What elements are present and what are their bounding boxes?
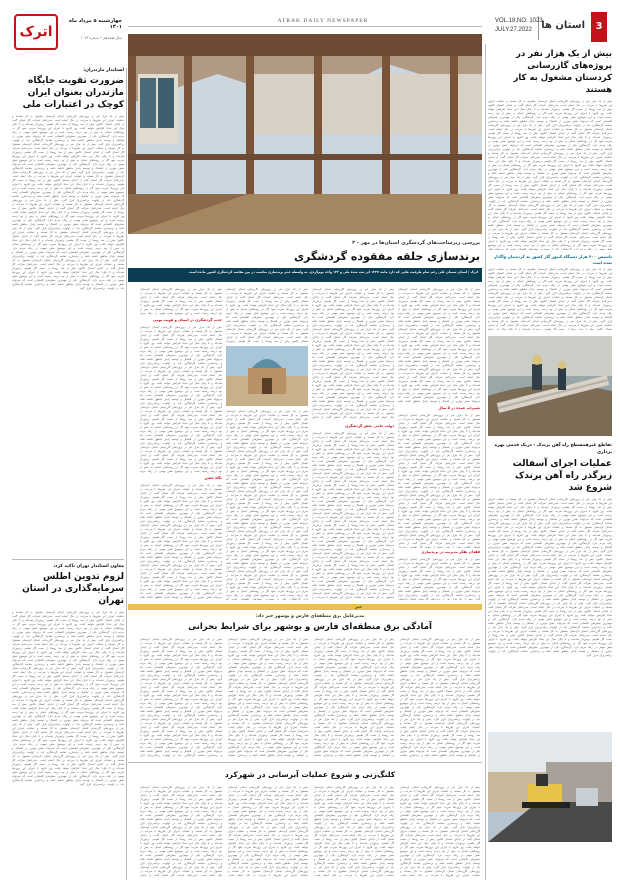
left-rule (12, 559, 124, 560)
news-tag: خبر (354, 604, 362, 609)
center-col-2: بیش از یک هزار نفر در پروژه‌های گازرسانی استان کردستان مشغول به کار هستند و عملیات اجرای این طرح‌ها با سرعت در حال انجام است. مدیرعامل شرکت گاز استان گفت از ابتدای امسال تاکنون بیش از صد روستا از نعمت گاز طبیعی برخوردار شده‌اند و تا پایان سال این تعداد افزایش خواهد یافت. وی افزود با اجرای این پروژه‌ها ضریب نفوذ گاز در روستاهای استان به بیش از نود درصد رسیده است و این موضوع نقش مهمی در رفاه مردم دارد. گردشگری یکی از مهم‌ترین بخش‌های اقتصادی است که می‌تواند نقش موثری در اشتغال و توسعه پایدار مناطق داشته باشد و برندسازی مقاصد گردشگری باید در اولویت برنامه‌ریزان قرار گیرد. بیش از یک هزار نفر در پروژه‌های گازرسانی استان کردستان مشغول به کار هستند و عملیات اجرای این طرح‌ها با سرعت در حال انجام است. مدیرعامل شرکت گاز استان گفت از ابتدای امسال تاکنون بیش از صد روستا از نعمت گاز طبیعی برخوردار شده‌اند و تا پایان سال این تعداد افزایش خواهد یافت. وی افزود با اجرای این پروژه‌ها ضریب نفوذ گاز در روستاهای استان به بیش از نود درصد رسیده است و این موضوع نقش مهمی در رفاه مردم دارد. گردشگری یکی از مهم‌ترین بخش‌های اقتصادی است که می‌تواند نقش موثری در اشتغال و توسعه پایدار مناطق داشته باشد و برندسازی مقاصد گردشگری باید در اولویت برنامه‌ریزان قرار گیرد. بیش از یک هزار نفر در پروژه‌های گازرسانی استان کردستان مشغول به کار هستند و عملیات اجرای این طرح‌ها با سرعت در حال انجام است. مدیرعامل شرکت گاز استان گفت از ابتدای امسال تاکنون بیش از صد روستا از نعمت گاز طبیعی برخوردار شده‌اند و تا پایان سال این تعداد افزایش خواهد یافت. وی افزود با اجرای این پروژه‌ها ضریب نفوذ گاز در روستاهای استان به بیش از نود درصد رسیده است و این موضوع نقش مهمی در رفاه مردم دارد. گردشگری یکی از مهم‌ترین بخش‌های اقتصادی است که می‌تواند نقش موثری در اشتغال و توسعه پایدار مناطق داشته باشد و برندسازی مقاصد گردشگری باید در اولویت برنامه‌ریزان قرار گیرد. بیش از یک هزار نفر در پروژه‌های گازرسانی استان کردستان مشغول به کار هستند و عملیات اجرای این طرح‌ها با سرعت در حال انجام است. مدیرعامل شرکت گاز استان گفت از ابتدای (312, 288, 394, 419)
issue-fa: سال هیجدهم • شماره ۱۰۲۳ (80, 36, 122, 40)
divider-left (126, 68, 127, 880)
masthead-right (495, 12, 607, 44)
date-en: JULY.27.2022 (495, 27, 532, 33)
right-sub-headline: تاسیس ۴۰۰ هزار دستگاه کنتور گاز کشور به کردستان واگذار شده است (493, 254, 612, 265)
bottom-kicker1: مدیرعامل برق منطقه‌ای فارس و بوشهر خبر داد: (255, 614, 365, 619)
left-body1: بیش از یک هزار نفر در پروژه‌های گازرسانی استان کردستان مشغول به کار هستند و عملیات اجرای این طرح‌ها با سرعت در حال انجام است. مدیرعامل شرکت گاز استان گفت از ابتدای امسال تاکنون بیش از صد روستا از نعمت گاز طبیعی برخوردار شده‌اند و تا پایان سال این تعداد افزایش خواهد یافت. وی افزود با اجرای این پروژه‌ها ضریب نفوذ گاز در روستاهای استان به بیش از نود درصد رسیده است و این موضوع نقش مهمی در رفاه مردم دارد. گردشگری یکی از مهم‌ترین بخش‌های اقتصادی است که می‌تواند نقش موثری در اشتغال و توسعه پایدار مناطق داشته باشد و برندسازی مقاصد گردشگری باید در اولویت برنامه‌ریزان قرار گیرد. بیش از یک هزار نفر در پروژه‌های گازرسانی استان کردستان مشغول به کار هستند و عملیات اجرای این طرح‌ها با سرعت در حال انجام است. مدیرعامل شرکت گاز استان گفت از ابتدای امسال تاکنون بیش از صد روستا از نعمت گاز طبیعی برخوردار شده‌اند و تا پایان سال این تعداد افزایش خواهد یافت. وی افزود با اجرای این پروژه‌ها ضریب نفوذ گاز در روستاهای استان به بیش از نود درصد رسیده است و این موضوع نقش مهمی در رفاه مردم دارد. گردشگری یکی از مهم‌ترین بخش‌های اقتصادی است که می‌تواند نقش موثری در اشتغال و توسعه پایدار مناطق داشته باشد و برندسازی مقاصد گردشگری باید در اولویت برنامه‌ریزان قرار گیرد. بیش از یک هزار نفر در پروژه‌های گازرسانی استان کردستان مشغول به کار هستند و عملیات اجرای این طرح‌ها با سرعت در حال انجام است. مدیرعامل شرکت گاز استان گفت از ابتدای امسال تاکنون بیش از صد روستا از نعمت گاز طبیعی برخوردار شده‌اند و تا پایان سال این تعداد افزایش خواهد یافت. وی افزود با اجرای این پروژه‌ها ضریب نفوذ گاز در روستاهای استان به بیش از نود درصد رسیده است و این موضوع نقش مهمی در رفاه مردم دارد. گردشگری یکی از مهم‌ترین بخش‌های اقتصادی است که می‌تواند نقش موثری در اشتغال و توسعه پایدار مناطق داشته باشد و برندسازی مقاصد گردشگری باید در اولویت برنامه‌ریزان قرار گیرد. بیش از یک هزار نفر در پروژه‌های گازرسانی استان کردستان مشغول به کار هستند و عملیات اجرای این طرح‌ها با سرعت در حال انجام است. مدیرعامل شرکت گاز استان گفت از ابتدای امسال تاکنون بیش از صد روستا از نعمت گاز طبیعی برخوردار شده‌اند و تا پایان سال این تعداد افزایش خواهد یافت. وی افزود با اجرای این پروژه‌ها ضریب نفوذ گاز در روستاهای استان به بیش از نود درصد رسیده است و این موضوع نقش مهمی در رفاه مردم دارد. گردشگری یکی از مهم‌ترین بخش‌های اقتصادی است که می‌تواند نقش موثری در اشتغال و توسعه پایدار مناطق داشته باشد و برندسازی مقاصد گردشگری باید در اولویت برنامه‌ریزان قرار گیرد. بیش از یک هزار نفر در پروژه‌های گازرسانی استان کردستان مشغول به کار هستند و عملیات اجرای این طرح‌ها با سرعت در حال انجام است. مدیرعامل شرکت گاز استان گفت از ابتدای امسال تاکنون بیش از صد روستا از نعمت گاز طبیعی برخوردار شده‌اند و تا پایان سال این تعداد افزایش خواهد یافت. وی افزود با اجرای این پروژه‌ها ضریب نفوذ گاز در روستاهای استان به بیش از نود درصد رسیده است و این موضوع نقش مهمی در رفاه مردم دارد. گردشگری یکی از مهم‌ترین بخش‌های اقتصادی است که می‌تواند نقش موثری در اشتغال و توسعه پایدار مناطق داشته باشد و برندسازی مقاصد گردشگری باید در اولویت برنامه‌ریزان قرار گیرد. بیش از یک هزار نفر در پروژه‌های گازرسانی استان کردستان مشغول به کار هستند و عملیات اجرای این طرح‌ها با سرعت در حال انجام است. مدیرعامل شرکت گاز استان گفت از ابتدای امسال تاکنون بیش از صد روستا از نعمت گاز طبیعی برخوردار شده‌اند و تا پایان سال این تعداد افزایش خواهد یافت. وی افزود با اجرای این پروژه‌ها ضریب نفوذ گاز در روستاهای استان به بیش از نود درصد رسیده است و این موضوع نقش مهمی در رفاه مردم دارد. گردشگری یکی از مهم‌ترین بخش‌های اقتصادی است که می‌تواند نقش موثری در اشتغال و توسعه پایدار مناطق داشته باشد و برندسازی مقاصد گردشگری باید در اولویت برنامه‌ریزان قرار گیرد. (12, 115, 124, 290)
news-tag-bar (128, 604, 482, 610)
bottom-rule (128, 762, 482, 763)
bottom2-col-1: بیش از یک هزار نفر در پروژه‌های گازرسانی استان کردستان مشغول به کار هستند و عملیات اجرای این طرح‌ها با سرعت در حال انجام است. مدیرعامل شرکت گاز استان گفت از ابتدای امسال تاکنون بیش از صد روستا از نعمت گاز طبیعی برخوردار شده‌اند و تا پایان سال این تعداد افزایش خواهد یافت. وی افزود با اجرای این پروژه‌ها ضریب نفوذ گاز در روستاهای استان به بیش از نود درصد رسیده است و این موضوع نقش مهمی در رفاه مردم دارد. گردشگری یکی از مهم‌ترین بخش‌های اقتصادی است که می‌تواند نقش موثری در اشتغال و توسعه پایدار مناطق داشته باشد و برندسازی مقاصد گردشگری باید در اولویت برنامه‌ریزان قرار گیرد. بیش از یک هزار نفر در پروژه‌های گازرسانی استان کردستان مشغول به کار هستند و عملیات اجرای این طرح‌ها با سرعت در حال انجام است. مدیرعامل شرکت گاز استان گفت از ابتدای امسال تاکنون بیش از صد روستا از نعمت گاز طبیعی برخوردار شده‌اند و تا پایان سال این تعداد افزایش خواهد یافت. وی افزود با اجرای این پروژه‌ها ضریب نفوذ گاز در روستاهای استان به بیش از نود درصد رسیده است و این موضوع نقش مهمی در رفاه مردم دارد. گردشگری یکی از مهم‌ترین بخش‌های اقتصادی است که می‌تواند نقش موثری در اشتغال و توسعه پایدار مناطق داشته باشد و برندسازی مقاصد گردشگری باید در اولویت برنامه‌ریزان قرار گیرد. بیش از یک هزار نفر در پروژه‌های گازرسانی استان کردستان مشغول به کار هستند و عملیات اجرای این طرح‌ها با سرعت در حال انجام است. (400, 786, 480, 877)
masthead-left (12, 12, 122, 62)
bottom1-col-1: بیش از یک هزار نفر در پروژه‌های گازرسانی استان کردستان مشغول به کار هستند و عملیات اجرای این طرح‌ها با سرعت در حال انجام است. مدیرعامل شرکت گاز استان گفت از ابتدای امسال تاکنون بیش از صد روستا از نعمت گاز طبیعی برخوردار شده‌اند و تا پایان سال این تعداد افزایش خواهد یافت. وی افزود با اجرای این پروژه‌ها ضریب نفوذ گاز در روستاهای استان به بیش از نود درصد رسیده است و این موضوع نقش مهمی در رفاه مردم دارد. گردشگری یکی از مهم‌ترین بخش‌های اقتصادی است که می‌تواند نقش موثری در اشتغال و توسعه پایدار مناطق داشته باشد و برندسازی مقاصد گردشگری باید در اولویت برنامه‌ریزان قرار گیرد. بیش از یک هزار نفر در پروژه‌های گازرسانی استان کردستان مشغول به کار هستند و عملیات اجرای این طرح‌ها با سرعت در حال انجام است. مدیرعامل شرکت گاز استان گفت از ابتدای امسال تاکنون بیش از صد روستا از نعمت گاز طبیعی برخوردار شده‌اند و تا پایان سال این تعداد افزایش خواهد یافت. وی افزود با اجرای این پروژه‌ها ضریب نفوذ گاز در روستاهای استان به بیش از نود درصد رسیده است و این موضوع نقش مهمی در رفاه مردم دارد. گردشگری یکی از مهم‌ترین بخش‌های اقتصادی است که می‌تواند نقش موثری در اشتغال و توسعه پایدار مناطق داشته باشد و برندسازی مقاصد گردشگری باید در اولویت برنامه‌ریزان قرار گیرد. بیش از یک هزار نفر در پروژه‌های گازرسانی استان کردستان مشغول به کار هستند و عملیات اجرای این طرح‌ها با سرعت در حال انجام است. مدیرعامل شرکت گاز استان گفت از ابتدای امسال تاکنون بیش از صد روستا از نعمت گاز طبیعی برخوردار شده‌اند و تا پایان سال این تعداد افزایش خواهد یافت. وی افزود با اجرای این پروژه‌ها ضریب نفوذ گاز در روستاهای استان به بیش از نود درصد رسیده است و این موضوع نقش مهمی در رفاه مردم دارد. گردشگری یکی از مهم‌ترین بخش‌های اقتصادی است که می‌تواند نقش موثری در اشتغال و توسعه پایدار مناطق داشته باشد و برندسازی مقاصد (400, 638, 480, 757)
right-top-headline: بیش از یک هزار نفر در پروژه‌های گازرسانی کردستان مشغول به کار هستند (513, 49, 612, 95)
right-story2-body: بیش از یک هزار نفر در پروژه‌های گازرسانی استان کردستان مشغول به کار هستند و عملیات اجرای این طرح‌ها با سرعت در حال انجام است. مدیرعامل شرکت گاز استان گفت از ابتدای امسال تاکنون بیش از صد روستا از نعمت گاز طبیعی برخوردار شده‌اند و تا پایان سال این تعداد افزایش خواهد یافت. وی افزود با اجرای این پروژه‌ها ضریب نفوذ گاز در روستاهای استان به بیش از نود درصد رسیده است و این موضوع نقش مهمی در رفاه مردم دارد. گردشگری یکی از مهم‌ترین بخش‌های اقتصادی است که می‌تواند نقش موثری در اشتغال و توسعه پایدار مناطق داشته باشد و برندسازی مقاصد گردشگری باید در اولویت برنامه‌ریزان قرار گیرد. بیش از یک هزار نفر در پروژه‌های گازرسانی استان کردستان مشغول به کار هستند و عملیات اجرای این طرح‌ها با سرعت در حال انجام است. مدیرعامل شرکت گاز استان گفت از ابتدای امسال تاکنون بیش از صد روستا از نعمت گاز طبیعی برخوردار شده‌اند و تا پایان سال این تعداد افزایش خواهد یافت. وی افزود با اجرای این پروژه‌ها ضریب نفوذ گاز در روستاهای استان به بیش از نود درصد رسیده است و این موضوع نقش مهمی در رفاه مردم دارد. گردشگری یکی از مهم‌ترین بخش‌های اقتصادی است که می‌تواند نقش موثری در اشتغال و توسعه پایدار مناطق داشته باشد و برندسازی مقاصد گردشگری باید در اولویت برنامه‌ریزان قرار گیرد. بیش از یک هزار نفر در پروژه‌های گازرسانی استان کردستان مشغول به کار هستند و عملیات اجرای این طرح‌ها با سرعت در حال انجام است. مدیرعامل شرکت گاز استان گفت از ابتدای امسال تاکنون بیش از صد روستا از نعمت گاز طبیعی برخوردار شده‌اند و تا پایان سال این تعداد افزایش خواهد یافت. وی افزود با اجرای این پروژه‌ها ضریب نفوذ گاز در روستاهای استان به بیش از نود درصد رسیده است و این موضوع نقش مهمی در رفاه مردم دارد. گردشگری یکی از مهم‌ترین بخش‌های اقتصادی است که می‌تواند نقش موثری در اشتغال و توسعه پایدار مناطق داشته باشد و برندسازی مقاصد گردشگری باید در اولویت برنامه‌ریزان قرار گیرد. بیش از یک هزار نفر در پروژه‌های گازرسانی استان کردستان مشغول به کار هستند و عملیات اجرای این طرح‌ها با سرعت در حال انجام است. مدیرعامل شرکت گاز استان گفت از ابتدای امسال تاکنون بیش از صد روستا از نعمت گاز طبیعی برخوردار شده‌اند و تا پایان سال این تعداد افزایش خواهد یافت. وی افزود با اجرای این پروژه‌ها ضریب نفوذ گاز در روستاهای استان به بیش از نود درصد رسیده است و این موضوع نقش مهمی در رفاه مردم دارد. گردشگری یکی از مهم‌ترین بخش‌های اقتصادی است که می‌تواند نقش موثری در اشتغال و توسعه پایدار مناطق داشته باشد و برندسازی مقاصد گردشگری باید در اولویت برنامه‌ریزان قرار گیرد. بیش از یک هزار نفر در پروژه‌های گازرسانی استان کردستان مشغول به کار هستند و عملیات اجرای این طرح‌ها با سرعت در حال انجام است. مدیرعامل شرکت گاز استان گفت از ابتدای امسال تاکنون بیش از صد روستا از نعمت گاز طبیعی برخوردار شده‌اند و تا پایان سال این تعداد افزایش خواهد یافت. وی افزود با اجرای این پروژه‌ها ضریب نفوذ گاز در روستاهای استان به بیش از نود درصد رسیده است و این موضوع نقش مهمی در رفاه مردم دارد. گردشگری یکی از مهم‌ترین بخش‌های اقتصادی است که می‌تواند نقش موثری در اشتغال و توسعه پایدار مناطق داشته باشد و برندسازی مقاصد گردشگری باید در اولویت برنامه‌ریزان قرار گیرد. بیش از یک هزار نفر در پروژه‌های گازرسانی استان کردستان مشغول به کار هستند و عملیات اجرای این طرح‌ها با سرعت در حال انجام است. مدیرعامل شرکت گاز استان گفت از ابتدای امسال تاکنون بیش از صد روستا از نعمت گاز طبیعی برخوردار شده‌اند و تا پایان سال این تعداد افزایش خواهد یافت. وی افزود با اجرای این پروژه‌ها ضریب نفوذ گاز در روستاهای استان به بیش از نود درصد رسیده است و این موضوع نقش مهمی در رفاه مردم دارد. گردشگری یکی از مهم‌ترین بخش‌های اقتصادی است که می‌تواند نقش موثری در اشتغال و توسعه پایدار مناطق داشته باشد و برندسازی مقاصد گردشگری باید در اولویت برنامه‌ریزان قرار گیرد. (488, 498, 612, 657)
date-fa: چهارشنبه ۵ مرداد ماه ۱۴۰۱ (69, 18, 122, 30)
center-kicker: بررسی زیرساخت‌های گردشگری استان‌ها در مهر - ۳ (352, 240, 480, 246)
page-number-badge (591, 12, 607, 42)
center-col-2b: بیش از یک هزار نفر در پروژه‌های گازرسانی استان کردستان مشغول به کار هستند و عملیات اجرای این طرح‌ها با سرعت در حال انجام است. مدیرعامل شرکت گاز استان گفت از ابتدای امسال تاکنون بیش از صد روستا از نعمت گاز طبیعی برخوردار شده‌اند و تا پایان سال این تعداد افزایش خواهد یافت. وی افزود با اجرای این پروژه‌ها ضریب نفوذ گاز در روستاهای استان به بیش از نود درصد رسیده است و این موضوع نقش مهمی در رفاه مردم دارد. گردشگری یکی از مهم‌ترین بخش‌های اقتصادی است که می‌تواند نقش موثری در اشتغال و توسعه پایدار مناطق داشته باشد و برندسازی مقاصد گردشگری باید در اولویت برنامه‌ریزان قرار گیرد. بیش از یک هزار نفر در پروژه‌های گازرسانی استان کردستان مشغول به کار هستند و عملیات اجرای این طرح‌ها با سرعت در حال انجام است. مدیرعامل شرکت گاز استان گفت از ابتدای امسال تاکنون بیش از صد روستا از نعمت گاز طبیعی برخوردار شده‌اند و تا پایان سال این تعداد افزایش خواهد یافت. وی افزود با اجرای این پروژه‌ها ضریب نفوذ گاز در روستاهای استان به بیش از نود درصد رسیده است و این موضوع نقش مهمی در رفاه مردم دارد. گردشگری یکی از مهم‌ترین بخش‌های اقتصادی است که می‌تواند نقش موثری در اشتغال و توسعه پایدار مناطق داشته باشد و برندسازی مقاصد گردشگری باید در اولویت برنامه‌ریزان قرار گیرد. بیش از یک هزار نفر در پروژه‌های گازرسانی استان کردستان مشغول به کار هستند و عملیات اجرای این طرح‌ها با سرعت در حال انجام است. مدیرعامل شرکت گاز استان گفت از ابتدای امسال تاکنون بیش از صد روستا از نعمت گاز طبیعی برخوردار شده‌اند و تا پایان سال این تعداد افزایش خواهد یافت. وی افزود با اجرای این پروژه‌ها ضریب نفوذ گاز در روستاهای استان به بیش از نود درصد رسیده است و این موضوع نقش مهمی در رفاه مردم دارد. گردشگری یکی از مهم‌ترین بخش‌های اقتصادی است که می‌تواند نقش موثری در اشتغال و توسعه پایدار مناطق داشته باشد و برندسازی مقاصد گردشگری باید در اولویت برنامه‌ریزان قرار گیرد. بیش از یک هزار نفر در پروژه‌های گازرسانی استان کردستان مشغول به کار هستند و عملیات اجرای این طرح‌ها با سرعت در حال انجام است. مدیرعامل شرکت گاز استان گفت از ابتدای امسال تاکنون بیش از صد روستا از نعمت گاز طبیعی برخوردار شده‌اند و تا پایان سال این تعداد افزایش خواهد یافت. وی افزود با اجرای این پروژه‌ها ضریب نفوذ گاز در روستاهای استان به بیش از نود درصد رسیده است و این موضوع نقش مهمی در رفاه مردم دارد. گردشگری یکی از مهم‌ترین بخش‌های اقتصادی است که می‌تواند نقش موثری در اشتغال و توسعه پایدار مناطق داشته باشد و برندسازی مقاصد گردشگری باید در اولویت برنامه‌ریزان قرار گیرد. بیش از یک هزار نفر در پروژه‌های گازرسانی استان کردستان مشغول به کار هستند و عملیات اجرای این طرح‌ها با سرعت در (312, 432, 394, 599)
bottom-headline2: کلنگ‌زنی و شروع عملیات آبرسانی در شهرکرد (224, 770, 396, 779)
bottom2-col-2: بیش از یک هزار نفر در پروژه‌های گازرسانی استان کردستان مشغول به کار هستند و عملیات اجرای این طرح‌ها با سرعت در حال انجام است. مدیرعامل شرکت گاز استان گفت از ابتدای امسال تاکنون بیش از صد روستا از نعمت گاز طبیعی برخوردار شده‌اند و تا پایان سال این تعداد افزایش خواهد یافت. وی افزود با اجرای این پروژه‌ها ضریب نفوذ گاز در روستاهای استان به بیش از نود درصد رسیده است و این موضوع نقش مهمی در رفاه مردم دارد. گردشگری یکی از مهم‌ترین بخش‌های اقتصادی است که می‌تواند نقش موثری در اشتغال و توسعه پایدار مناطق داشته باشد و برندسازی مقاصد گردشگری باید در اولویت برنامه‌ریزان قرار گیرد. بیش از یک هزار نفر در پروژه‌های گازرسانی استان کردستان مشغول به کار هستند و عملیات اجرای این طرح‌ها با سرعت در حال انجام است. مدیرعامل شرکت گاز استان گفت از ابتدای امسال تاکنون بیش از صد روستا از نعمت گاز طبیعی برخوردار شده‌اند و تا پایان سال این تعداد افزایش خواهد یافت. وی افزود با اجرای این پروژه‌ها ضریب نفوذ گاز در روستاهای استان به بیش از نود درصد رسیده است و این موضوع نقش مهمی در رفاه مردم دارد. گردشگری یکی از مهم‌ترین بخش‌های اقتصادی است که می‌تواند نقش موثری در اشتغال و توسعه پایدار مناطق داشته باشد و برندسازی مقاصد گردشگری باید در اولویت برنامه‌ریزان قرار گیرد. بیش از یک هزار نفر در پروژه‌های گازرسانی استان کردستان مشغول به کار هستند و عملیات اجرای این طرح‌ها با سرعت در حال انجام است. (314, 786, 394, 877)
bottom1-col-3: بیش از یک هزار نفر در پروژه‌های گازرسانی استان کردستان مشغول به کار هستند و عملیات اجرای این طرح‌ها با سرعت در حال انجام است. مدیرعامل شرکت گاز استان گفت از ابتدای امسال تاکنون بیش از صد روستا از نعمت گاز طبیعی برخوردار شده‌اند و تا پایان سال این تعداد افزایش خواهد یافت. وی افزود با اجرای این پروژه‌ها ضریب نفوذ گاز در روستاهای استان به بیش از نود درصد رسیده است و این موضوع نقش مهمی در رفاه مردم دارد. گردشگری یکی از مهم‌ترین بخش‌های اقتصادی است که می‌تواند نقش موثری در اشتغال و توسعه پایدار مناطق داشته باشد و برندسازی مقاصد گردشگری باید در اولویت برنامه‌ریزان قرار گیرد. بیش از یک هزار نفر در پروژه‌های گازرسانی استان کردستان مشغول به کار هستند و عملیات اجرای این طرح‌ها با سرعت در حال انجام است. مدیرعامل شرکت گاز استان گفت از ابتدای امسال تاکنون بیش از صد روستا از نعمت گاز طبیعی برخوردار شده‌اند و تا پایان سال این تعداد افزایش خواهد یافت. وی افزود با اجرای این پروژه‌ها ضریب نفوذ گاز در روستاهای استان به بیش از نود درصد رسیده است و این موضوع نقش مهمی در رفاه مردم دارد. گردشگری یکی از مهم‌ترین بخش‌های اقتصادی است که می‌تواند نقش موثری در اشتغال و توسعه پایدار مناطق داشته باشد و برندسازی مقاصد گردشگری باید در اولویت برنامه‌ریزان قرار گیرد. بیش از یک هزار نفر در پروژه‌های گازرسانی استان کردستان مشغول به کار هستند و عملیات اجرای این طرح‌ها با سرعت در حال انجام است. مدیرعامل شرکت گاز استان گفت از ابتدای امسال تاکنون بیش از صد روستا از نعمت گاز طبیعی برخوردار شده‌اند و تا پایان سال این تعداد افزایش خواهد یافت. وی افزود با اجرای این پروژه‌ها ضریب نفوذ گاز در روستاهای استان به بیش از نود درصد رسیده است و این موضوع نقش مهمی در رفاه مردم دارد. گردشگری یکی از مهم‌ترین بخش‌های اقتصادی است که می‌تواند نقش موثری در اشتغال و توسعه پایدار مناطق داشته باشد و برندسازی مقاصد (228, 638, 308, 757)
vol-line: VOL.18,NO. 1023 (495, 18, 543, 24)
center-sub4: فقدان تفکر مدیریت در برندسازی (421, 550, 480, 554)
bottom-headline1: آمادگی برق منطقه‌ای فارس و بوشهر برای شرایط بحرانی (188, 622, 432, 632)
left-kicker2: معاون استاندار تهران تاکید کرد: (53, 564, 124, 569)
lead-box (128, 268, 482, 282)
center-col-1: بیش از یک هزار نفر در پروژه‌های گازرسانی استان کردستان مشغول به کار هستند و عملیات اجرای این طرح‌ها با سرعت در حال انجام است. مدیرعامل شرکت گاز استان گفت از ابتدای امسال تاکنون بیش از صد روستا از نعمت گاز طبیعی برخوردار شده‌اند و تا پایان سال این تعداد افزایش خواهد یافت. وی افزود با اجرای این پروژه‌ها ضریب نفوذ گاز در روستاهای استان به بیش از نود درصد رسیده است و این موضوع نقش مهمی در رفاه مردم دارد. گردشگری یکی از مهم‌ترین بخش‌های اقتصادی است که می‌تواند نقش موثری در اشتغال و توسعه پایدار مناطق داشته باشد و برندسازی مقاصد گردشگری باید در اولویت برنامه‌ریزان قرار گیرد. بیش از یک هزار نفر در پروژه‌های گازرسانی استان کردستان مشغول به کار هستند و عملیات اجرای این طرح‌ها با سرعت در حال انجام است. مدیرعامل شرکت گاز استان گفت از ابتدای امسال تاکنون بیش از صد روستا از نعمت گاز طبیعی برخوردار شده‌اند و تا پایان سال این تعداد افزایش خواهد یافت. وی افزود با اجرای این پروژه‌ها ضریب نفوذ گاز در روستاهای استان به بیش از نود درصد رسیده است و این موضوع نقش مهمی در رفاه مردم دارد. گردشگری یکی از مهم‌ترین بخش‌های اقتصادی است که می‌تواند نقش موثری در اشتغال و توسعه پایدار مناطق داشته باشد و برندسازی مقاصد گردشگری باید در اولویت برنامه‌ریزان قرار گیرد. بیش از یک هزار نفر در پروژه‌های گازرسانی استان کردستان مشغول به کار هستند و عملیات اجرای این طرح‌ها با سرعت در حال انجام است. مدیرعامل شرکت گاز استان گفت از ابتدای امسال تاکنون بیش از صد روستا از نعمت گاز طبیعی برخوردار شده‌اند و تا پایان سال این تعداد افزایش خواهد یافت. وی افزود با اجرای این پروژه‌ها ضریب نفوذ گاز در روستاهای استان به بیش از نود درصد رسیده است و این موضوع نقش مهمی در رفاه مردم دارد. گردشگری یکی از مهم‌ترین بخش‌های اقتصادی است که می‌تواند نقش موثری در اشتغال و توسعه پایدار مناطق داشته باشد (398, 288, 480, 403)
center-col-3b: بیش از یک هزار نفر در پروژه‌های گازرسانی استان کردستان مشغول به کار هستند و عملیات اجرای این طرح‌ها با سرعت در حال انجام است. مدیرعامل شرکت گاز استان گفت از ابتدای امسال تاکنون بیش از صد روستا از نعمت گاز طبیعی برخوردار شده‌اند و تا پایان سال این تعداد افزایش خواهد یافت. وی افزود با اجرای این پروژه‌ها ضریب نفوذ گاز در روستاهای استان به بیش از نود درصد رسیده است و این موضوع نقش مهمی در رفاه مردم دارد. گردشگری یکی از مهم‌ترین بخش‌های اقتصادی است که می‌تواند نقش موثری در اشتغال و توسعه پایدار مناطق داشته باشد و برندسازی مقاصد گردشگری باید در اولویت برنامه‌ریزان قرار گیرد. بیش از یک هزار نفر در پروژه‌های گازرسانی استان کردستان مشغول به کار هستند و عملیات اجرای این طرح‌ها با سرعت در حال انجام است. مدیرعامل شرکت گاز استان گفت از ابتدای امسال تاکنون بیش از صد روستا از نعمت گاز طبیعی برخوردار شده‌اند و تا پایان سال این تعداد افزایش خواهد یافت. وی افزود با اجرای این پروژه‌ها ضریب نفوذ گاز در روستاهای استان به بیش از نود درصد رسیده است و این موضوع نقش مهمی در رفاه مردم دارد. گردشگری یکی از مهم‌ترین بخش‌های اقتصادی است که می‌تواند نقش موثری در اشتغال و توسعه پایدار مناطق داشته باشد و برندسازی مقاصد گردشگری باید در اولویت برنامه‌ریزان قرار گیرد. بیش از یک هزار نفر در پروژه‌های گازرسانی استان کردستان مشغول به کار هستند و عملیات اجرای این طرح‌ها با سرعت در حال انجام است. مدیرعامل شرکت گاز استان گفت از ابتدای امسال تاکنون بیش از صد روستا از نعمت گاز طبیعی برخوردار شده‌اند و تا پایان سال این تعداد افزایش خواهد یافت. وی افزود با اجرای این پروژه‌ها ضریب نفوذ گاز در روستاهای استان به بیش از نود درصد رسیده است و این موضوع نقش مهمی در رفاه مردم دارد. گردشگری یکی از مهم‌ترین بخش‌های اقتصادی است که می‌تواند نقش موثری در اشتغال و توسعه پایدار مناطق داشته باشد و برندسازی مقاصد گردشگری باید در اولویت برنامه‌ریزان قرار گیرد. بیش از یک هزار نفر در پروژه‌های گازرسانی استان کردستان مشغول به کار هستند و عملیات اجرای این طرح‌ها با سرعت در حال انجام است. مدیرعامل شرکت گاز استان گفت از ابتدای امسال تاکنون بیش از صد روستا از نعمت گاز طبیعی برخوردار شده‌اند و تا پایان سال این تعداد افزایش خواهد یافت. وی افزود با اجرای این پروژه‌ها ضریب نفوذ گاز در روستاهای استان به بیش از نود درصد رسیده است و این موضوع نقش مهمی در رفاه مردم دارد. گردشگری یکی از مهم‌ترین بخش‌های اقتصادی است که می‌تواند نقش موثری در اشتغال و توسعه پایدار مناطق داشته باشد و برندسازی مقاصد گردشگری باید در اولویت برنامه‌ریزان قرار گیرد. بیش از یک هزار نفر در پروژه‌های گازرسانی استان کردستان مشغول به کار هستند و عملیات اجرای این طرح‌ها با سرعت در حال انجام است. مدیرعامل شرکت گاز استان گفت از ابتدای امسال تاکنون بیش از صد روستا از نعمت گاز طبیعی برخوردار شده‌اند و تا پایان سال این تعداد افزایش خواهد یافت. وی افزود با اجرای این پروژه‌ها ضریب نفوذ گاز در روستاهای استان به بیش از نود درصد رسیده است و این موضوع نقش مهمی در رفاه مردم دارد. گردشگری یکی از مهم‌ترین بخش‌های اقتصادی است که (226, 410, 308, 600)
center-sub3: دولت حامی بخش گردشگری (344, 424, 394, 428)
right-story2-kicker: تقاطع غیرهمسطح راه آهن پرندک - دریک قدمی بهره برداری (494, 443, 612, 455)
right-top-body: بیش از یک هزار نفر در پروژه‌های گازرسانی استان کردستان مشغول به کار هستند و عملیات اجرای این طرح‌ها با سرعت در حال انجام است. مدیرعامل شرکت گاز استان گفت از ابتدای امسال تاکنون بیش از صد روستا از نعمت گاز طبیعی برخوردار شده‌اند و تا پایان سال این تعداد افزایش خواهد یافت. وی افزود با اجرای این پروژه‌ها ضریب نفوذ گاز در روستاهای استان به بیش از نود درصد رسیده است و این موضوع نقش مهمی در رفاه مردم دارد. گردشگری یکی از مهم‌ترین بخش‌های اقتصادی است که می‌تواند نقش موثری در اشتغال و توسعه پایدار مناطق داشته باشد و برندسازی مقاصد گردشگری باید در اولویت برنامه‌ریزان قرار گیرد. بیش از یک هزار نفر در پروژه‌های گازرسانی استان کردستان مشغول به کار هستند و عملیات اجرای این طرح‌ها با سرعت در حال انجام است. مدیرعامل شرکت گاز استان گفت از ابتدای امسال تاکنون بیش از صد روستا از نعمت گاز طبیعی برخوردار شده‌اند و تا پایان سال این تعداد افزایش خواهد یافت. وی افزود با اجرای این پروژه‌ها ضریب نفوذ گاز در روستاهای استان به بیش از نود درصد رسیده است و این موضوع نقش مهمی در رفاه مردم دارد. گردشگری یکی از مهم‌ترین بخش‌های اقتصادی است که می‌تواند نقش موثری در اشتغال و توسعه پایدار مناطق داشته باشد و برندسازی مقاصد گردشگری باید در اولویت برنامه‌ریزان قرار گیرد. بیش از یک هزار نفر در پروژه‌های گازرسانی استان کردستان مشغول به کار هستند و عملیات اجرای این طرح‌ها با سرعت در حال انجام است. مدیرعامل شرکت گاز استان گفت از ابتدای امسال تاکنون بیش از صد روستا از نعمت گاز طبیعی برخوردار شده‌اند و تا پایان سال این تعداد افزایش خواهد یافت. وی افزود با اجرای این پروژه‌ها ضریب نفوذ گاز در روستاهای استان به بیش از نود درصد رسیده است و این موضوع نقش مهمی در رفاه مردم دارد. گردشگری یکی از مهم‌ترین بخش‌های اقتصادی است که می‌تواند نقش موثری در اشتغال و توسعه پایدار مناطق داشته باشد و برندسازی مقاصد گردشگری باید در اولویت برنامه‌ریزان قرار گیرد. بیش از یک هزار نفر در پروژه‌های گازرسانی استان کردستان مشغول به کار هستند و عملیات اجرای این طرح‌ها با سرعت در حال انجام است. مدیرعامل شرکت گاز استان گفت از ابتدای امسال تاکنون بیش از صد روستا از نعمت گاز طبیعی برخوردار شده‌اند و تا پایان سال این تعداد افزایش خواهد یافت. وی افزود با اجرای این پروژه‌ها ضریب نفوذ گاز در روستاهای استان به بیش از نود درصد رسیده است و این موضوع نقش مهمی در رفاه مردم دارد. گردشگری یکی از مهم‌ترین بخش‌های اقتصادی است که می‌تواند نقش موثری در اشتغال و توسعه پایدار مناطق داشته باشد و برندسازی مقاصد گردشگری باید در اولویت برنامه‌ریزان قرار گیرد. بیش از یک هزار نفر در پروژه‌های گازرسانی استان کردستان مشغول به کار هستند و عملیات اجرای این طرح‌ها با سرعت در حال انجام است. مدیرعامل شرکت گاز استان گفت از ابتدای امسال تاکنون بیش از صد روستا از نعمت گاز طبیعی برخوردار شده‌اند و تا پایان سال این تعداد افزایش خواهد یافت. وی افزود با اجرای این پروژه‌ها ضریب نفوذ گاز در روستاهای استان به بیش از نود درصد رسیده است و این موضوع نقش مهمی در رفاه مردم دارد. گردشگری یکی از مهم‌ترین بخش‌های اقتصادی است که می‌تواند نقش موثری در اشتغال و توسعه پایدار مناطق داشته باشد و برندسازی مقاصد گردشگری باید در اولویت برنامه‌ریزان قرار گیرد. بیش از یک هزار نفر در پروژه‌های گازرسانی استان کردستان مشغول به کار هستند و عملیات اجرای این طرح‌ها با سرعت در حال انجام است. مدیرعامل شرکت گاز استان گفت از ابتدای امسال تاکنون بیش از صد روستا از نعمت گاز طبیعی برخوردار شده‌اند و تا پایان سال این تعداد افزایش خواهد یافت. وی افزود با اجرای این پروژه‌ها ضریب نفوذ گاز در روستاهای استان به بیش از نود درصد رسیده است و این موضوع نقش مهمی در رفاه مردم دارد. گردشگری یکی از مهم‌ترین بخش‌های اقتصادی است که می‌تواند نقش (488, 100, 612, 250)
right-story2-headline: عملیات اجرای آسفالت زیرگذر راه آهن پرندک شروع شد (512, 459, 612, 493)
logo (14, 14, 58, 50)
right-sub-body: بیش از یک هزار نفر در پروژه‌های گازرسانی استان کردستان مشغول به کار هستند و عملیات اجرای این طرح‌ها با سرعت در حال انجام است. مدیرعامل شرکت گاز استان گفت از ابتدای امسال تاکنون بیش از صد روستا از نعمت گاز طبیعی برخوردار شده‌اند و تا پایان سال این تعداد افزایش خواهد یافت. وی افزود با اجرای این پروژه‌ها ضریب نفوذ گاز در روستاهای استان به بیش از نود درصد رسیده است و این موضوع نقش مهمی در رفاه مردم دارد. گردشگری یکی از مهم‌ترین بخش‌های اقتصادی است که می‌تواند نقش موثری در اشتغال و توسعه پایدار مناطق داشته باشد و برندسازی مقاصد گردشگری باید در اولویت برنامه‌ریزان قرار گیرد. بیش از یک هزار نفر در پروژه‌های گازرسانی استان کردستان مشغول به کار هستند و عملیات اجرای این طرح‌ها با سرعت در حال انجام است. مدیرعامل شرکت گاز استان گفت از ابتدای امسال تاکنون بیش از صد روستا از نعمت گاز طبیعی برخوردار شده‌اند و تا پایان سال این تعداد افزایش خواهد یافت. وی افزود با اجرای این پروژه‌ها ضریب نفوذ گاز در روستاهای استان به بیش از نود درصد رسیده است و این موضوع نقش مهمی در رفاه مردم دارد. گردشگری یکی از مهم‌ترین بخش‌های اقتصادی است که می‌تواند نقش موثری در اشتغال و توسعه پایدار مناطق داشته باشد و برندسازی مقاصد گردشگری باید در اولویت برنامه‌ریزان قرار گیرد. بیش از یک هزار نفر در پروژه‌های گازرسانی استان کردستان مشغول به کار هستند و عملیات اجرای این طرح‌ها با سرعت در حال انجام است. مدیرعامل شرکت گاز استان گفت از ابتدای امسال تاکنون بیش از صد روستا از نعمت گاز طبیعی برخوردار شده‌اند و تا پایان سال این تعداد (488, 268, 612, 330)
center-sub5: نگاه خشن (204, 476, 222, 480)
left-column (12, 68, 124, 880)
masthead-rule (128, 26, 482, 27)
page-number: 3 (595, 21, 603, 32)
left-headline2: لزوم تدوین اطلس سرمایه‌گذاری در استان تهران (22, 572, 124, 606)
center-col-4c: بیش از یک هزار نفر در پروژه‌های گازرسانی استان کردستان مشغول به کار هستند و عملیات اجرای این طرح‌ها با سرعت در حال انجام است. مدیرعامل شرکت گاز استان گفت از ابتدای امسال تاکنون بیش از صد روستا از نعمت گاز طبیعی برخوردار شده‌اند و تا پایان سال این تعداد افزایش خواهد یافت. وی افزود با اجرای این پروژه‌ها ضریب نفوذ گاز در روستاهای استان به بیش از نود درصد رسیده است و این موضوع نقش مهمی در رفاه مردم دارد. گردشگری یکی از مهم‌ترین بخش‌های اقتصادی است که می‌تواند نقش موثری در اشتغال و توسعه پایدار مناطق داشته باشد و برندسازی مقاصد گردشگری باید در اولویت برنامه‌ریزان قرار گیرد. بیش از یک هزار نفر در پروژه‌های گازرسانی استان کردستان مشغول به کار هستند و عملیات اجرای این طرح‌ها با سرعت در حال انجام است. مدیرعامل شرکت گاز استان گفت از ابتدای امسال تاکنون بیش از صد روستا از نعمت گاز طبیعی برخوردار شده‌اند و تا پایان سال این تعداد افزایش خواهد یافت. وی افزود با اجرای این پروژه‌ها ضریب نفوذ گاز در روستاهای استان به بیش از نود درصد رسیده است و این موضوع نقش مهمی در رفاه مردم دارد. گردشگری یکی از مهم‌ترین بخش‌های اقتصادی است که می‌تواند نقش موثری در اشتغال و توسعه پایدار مناطق داشته باشد و برندسازی مقاصد گردشگری باید در اولویت برنامه‌ریزان قرار گیرد. بیش از یک هزار نفر در پروژه‌های گازرسانی استان کردستان مشغول به کار هستند و عملیات اجرای این طرح‌ها با سرعت در حال انجام است. مدیرعامل شرکت گاز استان گفت از ابتدای امسال تاکنون بیش از صد روستا از نعمت گاز طبیعی برخوردار شده‌اند و تا پایان سال این تعداد افزایش خواهد یافت. وی افزود با اجرای این پروژه‌ها ضریب نفوذ گاز در روستاهای استان به بیش از نود درصد رسیده است و این موضوع نقش مهمی در رفاه مردم دارد. گردشگری یکی از مهم‌ترین بخش‌های اقتصادی است که می‌تواند نقش موثری در اشتغال و توسعه پایدار مناطق داشته باشد (140, 484, 222, 599)
left-body2: بیش از یک هزار نفر در پروژه‌های گازرسانی استان کردستان مشغول به کار هستند و عملیات اجرای این طرح‌ها با سرعت در حال انجام است. مدیرعامل شرکت گاز استان گفت از ابتدای امسال تاکنون بیش از صد روستا از نعمت گاز طبیعی برخوردار شده‌اند و تا پایان سال این تعداد افزایش خواهد یافت. وی افزود با اجرای این پروژه‌ها ضریب نفوذ گاز در روستاهای استان به بیش از نود درصد رسیده است و این موضوع نقش مهمی در رفاه مردم دارد. گردشگری یکی از مهم‌ترین بخش‌های اقتصادی است که می‌تواند نقش موثری در اشتغال و توسعه پایدار مناطق داشته باشد و برندسازی مقاصد گردشگری باید در اولویت برنامه‌ریزان قرار گیرد. بیش از یک هزار نفر در پروژه‌های گازرسانی استان کردستان مشغول به کار هستند و عملیات اجرای این طرح‌ها با سرعت در حال انجام است. مدیرعامل شرکت گاز استان گفت از ابتدای امسال تاکنون بیش از صد روستا از نعمت گاز طبیعی برخوردار شده‌اند و تا پایان سال این تعداد افزایش خواهد یافت. وی افزود با اجرای این پروژه‌ها ضریب نفوذ گاز در روستاهای استان به بیش از نود درصد رسیده است و این موضوع نقش مهمی در رفاه مردم دارد. گردشگری یکی از مهم‌ترین بخش‌های اقتصادی است که می‌تواند نقش موثری در اشتغال و توسعه پایدار مناطق داشته باشد و برندسازی مقاصد گردشگری باید در اولویت برنامه‌ریزان قرار گیرد. بیش از یک هزار نفر در پروژه‌های گازرسانی استان کردستان مشغول به کار هستند و عملیات اجرای این طرح‌ها با سرعت در حال انجام است. مدیرعامل شرکت گاز استان گفت از ابتدای امسال تاکنون بیش از صد روستا از نعمت گاز طبیعی برخوردار شده‌اند و تا پایان سال این تعداد افزایش خواهد یافت. وی افزود با اجرای این پروژه‌ها ضریب نفوذ گاز در روستاهای استان به بیش از نود درصد رسیده است و این موضوع نقش مهمی در رفاه مردم دارد. گردشگری یکی از مهم‌ترین بخش‌های اقتصادی است که می‌تواند نقش موثری در اشتغال و توسعه پایدار مناطق داشته باشد و برندسازی مقاصد گردشگری باید در اولویت برنامه‌ریزان قرار گیرد. بیش از یک هزار نفر در پروژه‌های گازرسانی استان کردستان مشغول به کار هستند و عملیات اجرای این طرح‌ها با سرعت در حال انجام است. مدیرعامل شرکت گاز استان گفت از ابتدای امسال تاکنون بیش از صد روستا از نعمت گاز طبیعی برخوردار شده‌اند و تا پایان سال این تعداد افزایش خواهد یافت. وی افزود با اجرای این پروژه‌ها ضریب نفوذ گاز در روستاهای استان به بیش از نود درصد رسیده است و این موضوع نقش مهمی در رفاه مردم دارد. گردشگری یکی از مهم‌ترین بخش‌های اقتصادی است که می‌تواند نقش موثری در اشتغال و توسعه پایدار مناطق داشته باشد و برندسازی مقاصد گردشگری باید در اولویت برنامه‌ریزان قرار گیرد. بیش از یک هزار نفر در پروژه‌های گازرسانی استان کردستان مشغول به کار هستند و عملیات اجرای این طرح‌ها با سرعت در حال انجام است. مدیرعامل شرکت گاز استان گفت از ابتدای امسال تاکنون بیش از صد روستا از نعمت گاز طبیعی برخوردار شده‌اند و تا پایان سال این تعداد افزایش خواهد یافت. وی افزود با اجرای این پروژه‌ها ضریب نفوذ گاز در روستاهای استان به بیش از نود درصد رسیده است و این موضوع نقش مهمی در رفاه مردم دارد. گردشگری یکی از مهم‌ترین بخش‌های اقتصادی است که می‌تواند نقش موثری در اشتغال و توسعه پایدار مناطق داشته باشد و برندسازی مقاصد گردشگری باید در اولویت برنامه‌ریزان قرار گیرد. بیش از یک هزار نفر در پروژه‌های گازرسانی استان کردستان مشغول به کار هستند و عملیات اجرای این طرح‌ها با سرعت در حال انجام است. مدیرعامل شرکت گاز استان گفت از ابتدای امسال تاکنون بیش از صد روستا از نعمت گاز طبیعی برخوردار شده‌اند و تا پایان سال این تعداد افزایش خواهد یافت. وی افزود با اجرای این پروژه‌ها ضریب نفوذ گاز در روستاهای استان به بیش از نود درصد رسیده است و این موضوع نقش مهمی در رفاه مردم دارد. گردشگری یکی از مهم‌ترین بخش‌های اقتصادی است که می‌تواند نقش موثری در اشتغال و توسعه پایدار مناطق داشته باشد و برندسازی مقاصد گردشگری باید در اولویت برنامه‌ریزان قرار گیرد. (12, 611, 124, 786)
paper-name-en: ATRAK DAILY NEWSPAPER (277, 18, 369, 24)
logo-text: اترک (19, 24, 53, 40)
asphalt-paver-photo (488, 732, 612, 842)
center-col-3: بیش از یک هزار نفر در پروژه‌های گازرسانی استان کردستان مشغول به کار هستند و عملیات اجرای این طرح‌ها با سرعت در حال انجام است. مدیرعامل شرکت گاز استان گفت از ابتدای امسال تاکنون بیش از صد روستا از نعمت گاز طبیعی برخوردار شده‌اند و تا پایان سال این تعداد افزایش خواهد یافت. وی افزود با اجرای این پروژه‌ها ضریب نفوذ گاز در روستاهای استان به بیش از نود درصد رسیده است و این موضوع نقش مهمی در رفاه مردم دارد. گردشگری یکی از مهم‌ترین بخش‌های اقتصادی است که می‌تواند نقش موثری در اشتغال و توسعه پایدار مناطق داشته باشد و برندسازی مقاصد گردشگری باید در اولویت برنامه‌ریزان قرار گیرد. بیش از یک هزار نفر در پروژه‌های گازرسانی استان کردستان مشغول به کار هستند و عملیات اجرای این طرح‌ها با سرعت در حال انجام است. مدیرعامل شرکت گاز استان گفت از ابتدای امسال تاکنون بیش از صد روستا از نعمت گاز طبیعی برخوردار (226, 288, 308, 343)
tourism-hero-photo (128, 34, 482, 234)
bottom2-col-4: بیش از یک هزار نفر در پروژه‌های گازرسانی استان کردستان مشغول به کار هستند و عملیات اجرای این طرح‌ها با سرعت در حال انجام است. مدیرعامل شرکت گاز استان گفت از ابتدای امسال تاکنون بیش از صد روستا از نعمت گاز طبیعی برخوردار شده‌اند و تا پایان سال این تعداد افزایش خواهد یافت. وی افزود با اجرای این پروژه‌ها ضریب نفوذ گاز در روستاهای استان به بیش از نود درصد رسیده است و این موضوع نقش مهمی در رفاه مردم دارد. گردشگری یکی از مهم‌ترین بخش‌های اقتصادی است که می‌تواند نقش موثری در اشتغال و توسعه پایدار مناطق داشته باشد و برندسازی مقاصد گردشگری باید در اولویت برنامه‌ریزان قرار گیرد. بیش از یک هزار نفر در پروژه‌های گازرسانی استان کردستان مشغول به کار هستند و عملیات اجرای این طرح‌ها با سرعت در حال انجام است. مدیرعامل شرکت گاز استان گفت از ابتدای امسال تاکنون بیش از صد روستا از نعمت گاز طبیعی برخوردار شده‌اند و تا پایان سال این تعداد افزایش خواهد یافت. وی افزود با اجرای این پروژه‌ها ضریب نفوذ گاز در روستاهای استان به بیش از نود درصد رسیده است و این موضوع نقش مهمی در رفاه مردم دارد. گردشگری یکی از مهم‌ترین بخش‌های اقتصادی است که می‌تواند نقش موثری در اشتغال و توسعه پایدار مناطق داشته باشد و برندسازی مقاصد گردشگری باید در اولویت برنامه‌ریزان قرار گیرد. بیش از یک هزار نفر در پروژه‌های گازرسانی استان کردستان مشغول به کار هستند و عملیات اجرای این طرح‌ها با سرعت در حال انجام است. مدیرعامل شرکت گاز استان گفت از ابتدای (140, 786, 222, 877)
center-sub1: تغییرات عمده در ۵ سال (438, 406, 480, 410)
right-column (488, 44, 612, 879)
center-col-4: بیش از یک هزار نفر در پروژه‌های گازرسانی استان کردستان مشغول به کار هستند و عملیات اجرای این طرح‌ها با سرعت در حال انجام است. مدیرعامل شرکت گاز استان گفت از ابتدای امسال تاکنون بیش از صد روستا از نعمت گاز طبیعی برخوردار شده‌اند و تا پایان سال این تعداد افزایش خواهد یافت. وی افزود با اجرای این پروژه‌ها ضریب نفوذ گاز در روستاهای استان به بیش از نود درصد رسیده است و این موضوع نقش مهمی در رفاه مردم (140, 288, 222, 315)
gas-pipeline-photo (488, 336, 612, 436)
lead-text: اترک / استان سمنان علی رغم تمام ظرفیت هایی که دارد مانند ۱۳۳۷ اثر ثبت شده ملی و ۱۳۳ واحد بوم‌گردی، به واسطه عدم برندسازی مناسب در بین مقاصد گردشگری کشور مانده است (188, 270, 478, 274)
left-kicker1: استاندار مازندران: (83, 68, 124, 73)
left-headline1: ضرورت تقویت جایگاه مازندران بعنوان ایران کوچک در اعتبارات ملی (22, 76, 124, 110)
center-col-1c: بیش از یک هزار نفر در پروژه‌های گازرسانی استان کردستان مشغول به کار هستند و عملیات اجرای این طرح‌ها با سرعت در حال انجام است. مدیرعامل شرکت گاز استان گفت از ابتدای امسال تاکنون بیش از صد روستا از نعمت گاز طبیعی برخوردار شده‌اند و تا پایان سال این تعداد افزایش خواهد یافت. وی افزود با اجرای این پروژه‌ها ضریب نفوذ گاز در روستاهای استان به بیش از نود درصد رسیده است و این موضوع نقش مهمی در رفاه مردم دارد. گردشگری یکی از مهم‌ترین بخش‌های اقتصادی است که می‌تواند نقش موثری در اشتغال و توسعه پایدار مناطق داشته باشد و برندسازی مقاصد گردشگری باید در اولویت برنامه‌ریزان قرار گیرد. بیش از یک هزار نفر در پروژه‌های گازرسانی استان کردستان (398, 558, 480, 600)
center-col-1b: بیش از یک هزار نفر در پروژه‌های گازرسانی استان کردستان مشغول به کار هستند و عملیات اجرای این طرح‌ها با سرعت در حال انجام است. مدیرعامل شرکت گاز استان گفت از ابتدای امسال تاکنون بیش از صد روستا از نعمت گاز طبیعی برخوردار شده‌اند و تا پایان سال این تعداد افزایش خواهد یافت. وی افزود با اجرای این پروژه‌ها ضریب نفوذ گاز در روستاهای استان به بیش از نود درصد رسیده است و این موضوع نقش مهمی در رفاه مردم دارد. گردشگری یکی از مهم‌ترین بخش‌های اقتصادی است که می‌تواند نقش موثری در اشتغال و توسعه پایدار مناطق داشته باشد و برندسازی مقاصد گردشگری باید در اولویت برنامه‌ریزان قرار گیرد. بیش از یک هزار نفر در پروژه‌های گازرسانی استان کردستان مشغول به کار هستند و عملیات اجرای این طرح‌ها با سرعت در حال انجام است. مدیرعامل شرکت گاز استان گفت از ابتدای امسال تاکنون بیش از صد روستا از نعمت گاز طبیعی برخوردار شده‌اند و تا پایان سال این تعداد افزایش خواهد یافت. وی افزود با اجرای این پروژه‌ها ضریب نفوذ گاز در روستاهای استان به بیش از نود درصد رسیده است و این موضوع نقش مهمی در رفاه مردم دارد. گردشگری یکی از مهم‌ترین بخش‌های اقتصادی است که می‌تواند نقش موثری در اشتغال و توسعه پایدار مناطق داشته باشد و برندسازی مقاصد گردشگری باید در اولویت برنامه‌ریزان قرار گیرد. بیش از یک هزار نفر در پروژه‌های گازرسانی استان کردستان مشغول به کار هستند و عملیات اجرای این طرح‌ها با سرعت در حال انجام است. مدیرعامل شرکت گاز استان گفت از ابتدای امسال تاکنون بیش از صد روستا از نعمت گاز طبیعی برخوردار شده‌اند و تا پایان سال این تعداد افزایش خواهد یافت. وی افزود با اجرای این پروژه‌ها ضریب نفوذ گاز در روستاهای استان به بیش از نود درصد رسیده است و این موضوع نقش مهمی در رفاه مردم دارد. گردشگری یکی از مهم‌ترین بخش‌های اقتصادی است که می‌تواند نقش موثری در اشتغال و توسعه پایدار مناطق داشته باشد و برندسازی مقاصد گردشگری باید در اولویت برنامه‌ریزان قرار گیرد. بیش از یک هزار نفر در پروژه‌های گازرسانی استان کردستان مشغول به کار هستند و عملیات اجرای این طرح‌ها با سرعت در حال انجام است. مدیرعامل شرکت گاز استان گفت از ابتدای امسال تاکنون بیش از صد روستا از نعمت گاز طبیعی برخوردار (398, 414, 480, 548)
center-col-4b: بیش از یک هزار نفر در پروژه‌های گازرسانی استان کردستان مشغول به کار هستند و عملیات اجرای این طرح‌ها با سرعت در حال انجام است. مدیرعامل شرکت گاز استان گفت از ابتدای امسال تاکنون بیش از صد روستا از نعمت گاز طبیعی برخوردار شده‌اند و تا پایان سال این تعداد افزایش خواهد یافت. وی افزود با اجرای این پروژه‌ها ضریب نفوذ گاز در روستاهای استان به بیش از نود درصد رسیده است و این موضوع نقش مهمی در رفاه مردم دارد. گردشگری یکی از مهم‌ترین بخش‌های اقتصادی است که می‌تواند نقش موثری در اشتغال و توسعه پایدار مناطق داشته باشد و برندسازی مقاصد گردشگری باید در اولویت برنامه‌ریزان قرار گیرد. بیش از یک هزار نفر در پروژه‌های گازرسانی استان کردستان مشغول به کار هستند و عملیات اجرای این طرح‌ها با سرعت در حال انجام است. مدیرعامل شرکت گاز استان گفت از ابتدای امسال تاکنون بیش از صد روستا از نعمت گاز طبیعی برخوردار شده‌اند و تا پایان سال این تعداد افزایش خواهد یافت. وی افزود با اجرای این پروژه‌ها ضریب نفوذ گاز در روستاهای استان به بیش از نود درصد رسیده است و این موضوع نقش مهمی در رفاه مردم دارد. گردشگری یکی از مهم‌ترین بخش‌های اقتصادی است که می‌تواند نقش موثری در اشتغال و توسعه پایدار مناطق داشته باشد و برندسازی مقاصد گردشگری باید در اولویت برنامه‌ریزان قرار گیرد. بیش از یک هزار نفر در پروژه‌های گازرسانی استان کردستان مشغول به کار هستند و عملیات اجرای این طرح‌ها با سرعت در حال انجام است. مدیرعامل شرکت گاز استان گفت از ابتدای امسال تاکنون بیش از صد روستا از نعمت گاز طبیعی برخوردار شده‌اند و تا پایان سال این تعداد افزایش خواهد یافت. وی افزود با اجرای این پروژه‌ها ضریب نفوذ گاز در روستاهای استان به بیش از نود درصد رسیده است و این موضوع نقش مهمی در رفاه مردم دارد. گردشگری یکی از مهم‌ترین بخش‌های اقتصادی است که می‌تواند نقش موثری در اشتغال و توسعه پایدار مناطق داشته باشد و برندسازی مقاصد گردشگری باید در اولویت برنامه‌ریزان قرار گیرد. بیش از یک هزار نفر در پروژه‌های گازرسانی استان کردستان مشغول به کار هستند و عملیات اجرای این طرح‌ها با سرعت در حال انجام است. مدیرعامل شرکت گاز استان گفت از ابتدای امسال تاکنون بیش از صد روستا از نعمت گاز طبیعی برخوردار شده‌اند و تا پایان سال این تعداد افزایش خواهد یافت. وی افزود با اجرای این پروژه‌ها ضریب نفوذ گاز در روستاهای استان به بیش از نود درصد رسیده است و این موضوع نقش مهمی در رفاه مردم (140, 326, 222, 473)
bottom1-col-2: بیش از یک هزار نفر در پروژه‌های گازرسانی استان کردستان مشغول به کار هستند و عملیات اجرای این طرح‌ها با سرعت در حال انجام است. مدیرعامل شرکت گاز استان گفت از ابتدای امسال تاکنون بیش از صد روستا از نعمت گاز طبیعی برخوردار شده‌اند و تا پایان سال این تعداد افزایش خواهد یافت. وی افزود با اجرای این پروژه‌ها ضریب نفوذ گاز در روستاهای استان به بیش از نود درصد رسیده است و این موضوع نقش مهمی در رفاه مردم دارد. گردشگری یکی از مهم‌ترین بخش‌های اقتصادی است که می‌تواند نقش موثری در اشتغال و توسعه پایدار مناطق داشته باشد و برندسازی مقاصد گردشگری باید در اولویت برنامه‌ریزان قرار گیرد. بیش از یک هزار نفر در پروژه‌های گازرسانی استان کردستان مشغول به کار هستند و عملیات اجرای این طرح‌ها با سرعت در حال انجام است. مدیرعامل شرکت گاز استان گفت از ابتدای امسال تاکنون بیش از صد روستا از نعمت گاز طبیعی برخوردار شده‌اند و تا پایان سال این تعداد افزایش خواهد یافت. وی افزود با اجرای این پروژه‌ها ضریب نفوذ گاز در روستاهای استان به بیش از نود درصد رسیده است و این موضوع نقش مهمی در رفاه مردم دارد. گردشگری یکی از مهم‌ترین بخش‌های اقتصادی است که می‌تواند نقش موثری در اشتغال و توسعه پایدار مناطق داشته باشد و برندسازی مقاصد گردشگری باید در اولویت برنامه‌ریزان قرار گیرد. بیش از یک هزار نفر در پروژه‌های گازرسانی استان کردستان مشغول به کار هستند و عملیات اجرای این طرح‌ها با سرعت در حال انجام است. مدیرعامل شرکت گاز استان گفت از ابتدای امسال تاکنون بیش از صد روستا از نعمت گاز طبیعی برخوردار شده‌اند و تا پایان سال این تعداد افزایش خواهد یافت. وی افزود با اجرای این پروژه‌ها ضریب نفوذ گاز در روستاهای استان به بیش از نود درصد رسیده است و این موضوع نقش مهمی در رفاه مردم دارد. گردشگری یکی از مهم‌ترین بخش‌های اقتصادی است که می‌تواند نقش موثری در اشتغال و توسعه پایدار مناطق داشته باشد و برندسازی مقاصد (314, 638, 394, 757)
bottom1-col-4: بیش از یک هزار نفر در پروژه‌های گازرسانی استان کردستان مشغول به کار هستند و عملیات اجرای این طرح‌ها با سرعت در حال انجام است. مدیرعامل شرکت گاز استان گفت از ابتدای امسال تاکنون بیش از صد روستا از نعمت گاز طبیعی برخوردار شده‌اند و تا پایان سال این تعداد افزایش خواهد یافت. وی افزود با اجرای این پروژه‌ها ضریب نفوذ گاز در روستاهای استان به بیش از نود درصد رسیده است و این موضوع نقش مهمی در رفاه مردم دارد. گردشگری یکی از مهم‌ترین بخش‌های اقتصادی است که می‌تواند نقش موثری در اشتغال و توسعه پایدار مناطق داشته باشد و برندسازی مقاصد گردشگری باید در اولویت برنامه‌ریزان قرار گیرد. بیش از یک هزار نفر در پروژه‌های گازرسانی استان کردستان مشغول به کار هستند و عملیات اجرای این طرح‌ها با سرعت در حال انجام است. مدیرعامل شرکت گاز استان گفت از ابتدای امسال تاکنون بیش از صد روستا از نعمت گاز طبیعی برخوردار شده‌اند و تا پایان سال این تعداد افزایش خواهد یافت. وی افزود با اجرای این پروژه‌ها ضریب نفوذ گاز در روستاهای استان به بیش از نود درصد رسیده است و این موضوع نقش مهمی در رفاه مردم دارد. گردشگری یکی از مهم‌ترین بخش‌های اقتصادی است که می‌تواند نقش موثری در اشتغال و توسعه پایدار مناطق داشته باشد و برندسازی مقاصد گردشگری باید در اولویت برنامه‌ریزان قرار گیرد. بیش از یک هزار نفر در پروژه‌های گازرسانی استان کردستان مشغول به کار هستند و عملیات اجرای این طرح‌ها با سرعت در حال انجام است. مدیرعامل شرکت گاز استان گفت از ابتدای امسال تاکنون بیش از صد روستا از نعمت گاز طبیعی برخوردار شده‌اند و تا پایان سال این تعداد افزایش خواهد یافت. وی افزود با اجرای این پروژه‌ها ضریب نفوذ گاز در روستاهای استان به بیش از نود درصد رسیده است و این موضوع نقش مهمی در رفاه مردم دارد. گردشگری یکی از مهم‌ترین بخش‌های اقتصادی است که می‌تواند نقش موثری در اشتغال و توسعه پایدار مناطق داشته باشد و برندسازی مقاصد گردشگری باید در اولویت برنامه‌ریزان قرار (140, 638, 222, 757)
center-headline: برندسازی حلقه مفقوده گردشگری (293, 250, 480, 263)
shrine-photo (226, 346, 308, 406)
center-sub2: جذب گردشگری در استان و هویت بومی (152, 318, 222, 322)
divider-right (485, 44, 486, 880)
section-title: استان ها (541, 20, 585, 31)
bottom2-col-3: بیش از یک هزار نفر در پروژه‌های گازرسانی استان کردستان مشغول به کار هستند و عملیات اجرای این طرح‌ها با سرعت در حال انجام است. مدیرعامل شرکت گاز استان گفت از ابتدای امسال تاکنون بیش از صد روستا از نعمت گاز طبیعی برخوردار شده‌اند و تا پایان سال این تعداد افزایش خواهد یافت. وی افزود با اجرای این پروژه‌ها ضریب نفوذ گاز در روستاهای استان به بیش از نود درصد رسیده است و این موضوع نقش مهمی در رفاه مردم دارد. گردشگری یکی از مهم‌ترین بخش‌های اقتصادی است که می‌تواند نقش موثری در اشتغال و توسعه پایدار مناطق داشته باشد و برندسازی مقاصد گردشگری باید در اولویت برنامه‌ریزان قرار گیرد. بیش از یک هزار نفر در پروژه‌های گازرسانی استان کردستان مشغول به کار هستند و عملیات اجرای این طرح‌ها با سرعت در حال انجام است. مدیرعامل شرکت گاز استان گفت از ابتدای امسال تاکنون بیش از صد روستا از نعمت گاز طبیعی برخوردار شده‌اند و تا پایان سال این تعداد افزایش خواهد یافت. وی افزود با اجرای این پروژه‌ها ضریب نفوذ گاز در روستاهای استان به بیش از نود درصد رسیده است و این موضوع نقش مهمی در رفاه مردم دارد. گردشگری یکی از مهم‌ترین بخش‌های اقتصادی است که می‌تواند نقش موثری در اشتغال و توسعه پایدار مناطق داشته باشد و برندسازی مقاصد گردشگری باید در اولویت برنامه‌ریزان قرار گیرد. بیش از یک هزار نفر در پروژه‌های گازرسانی استان کردستان مشغول به کار هستند و عملیات اجرای این طرح‌ها با سرعت در حال انجام است. (228, 786, 308, 877)
